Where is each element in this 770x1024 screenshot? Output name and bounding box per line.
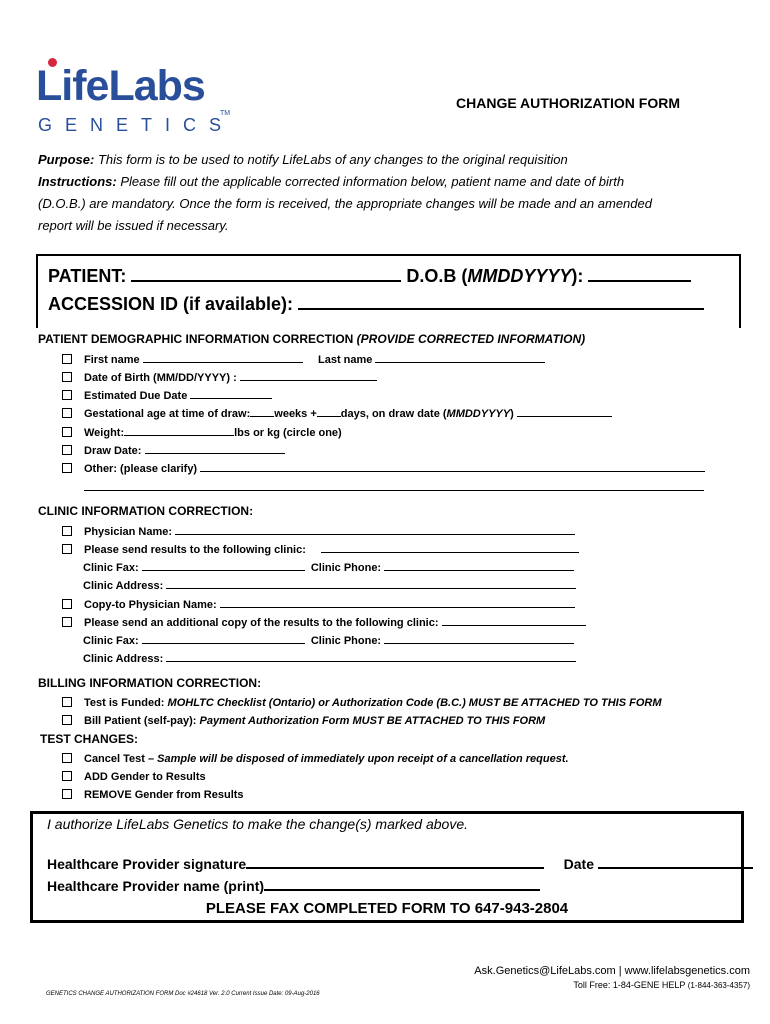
send-results-row xyxy=(62,541,579,557)
add-gender-row xyxy=(62,769,206,785)
clinic-fax-field[interactable] xyxy=(142,559,305,571)
due-date-field[interactable] xyxy=(190,387,272,399)
due-date-label: Estimated Due Date xyxy=(84,390,188,402)
gestational-age-label: Gestational age at time of draw: xyxy=(84,408,251,420)
gestational-draw-date-field[interactable] xyxy=(517,405,612,417)
clinic-address-row-2 xyxy=(83,650,576,666)
weeks-label: weeks + xyxy=(274,408,317,420)
copy-to-label: Copy-to Physician Name: xyxy=(84,599,217,611)
copy-to-field[interactable] xyxy=(220,596,575,608)
dob-row xyxy=(62,369,377,385)
gestational-days-field[interactable] xyxy=(317,405,341,417)
test-funded-checkbox[interactable] xyxy=(62,697,72,707)
bill-patient-row xyxy=(62,713,545,729)
clinic-fax-label-2: Clinic Fax: xyxy=(83,635,139,647)
authorization-box xyxy=(30,811,744,923)
accession-line xyxy=(48,292,704,315)
send-results-label: Please send results to the following clinic: xyxy=(84,544,306,556)
clinic-address-row xyxy=(83,577,576,593)
test-funded-note: MOHLTC Checklist (Ontario) or Authorization Code (B.C.) MUST BE ATTACHED TO THIS FORM xyxy=(167,697,662,709)
cancel-test-note: Sample will be disposed of immediately upon receipt of a cancellation request. xyxy=(157,753,569,765)
instructions-text: Please fill out the applicable corrected information below, patient name and date of birth xyxy=(116,174,625,189)
instructions-line-4: report will be issued if necessary. xyxy=(38,218,229,233)
remove-gender-label: REMOVE Gender from Results xyxy=(84,789,244,801)
contact-email-web: Ask.Genetics@LifeLabs.com | www.lifelabsgenetics.com xyxy=(474,965,750,977)
other-label: Other: (please clarify) xyxy=(84,463,198,475)
provider-name-field[interactable] xyxy=(264,876,540,891)
due-date-row xyxy=(62,387,272,403)
signature-label: Healthcare Provider signature xyxy=(47,856,247,872)
cancel-test-row xyxy=(62,751,569,767)
add-gender-checkbox[interactable] xyxy=(62,771,72,781)
dob-correction-field[interactable] xyxy=(240,369,377,381)
draw-date-label: Draw Date: xyxy=(84,445,142,457)
signature-field[interactable] xyxy=(246,854,544,869)
physician-name-label: Physician Name: xyxy=(84,526,173,538)
days-label: days, on draw date ( xyxy=(340,408,447,420)
weight-label: Weight: xyxy=(84,427,125,439)
cancel-test-checkbox[interactable] xyxy=(62,753,72,763)
instructions-label: Instructions: xyxy=(38,174,117,189)
first-last-name-row xyxy=(62,351,545,367)
draw-date-row xyxy=(62,442,285,458)
other-checkbox[interactable] xyxy=(62,463,72,473)
draw-date-format: MMDDYYYY xyxy=(446,408,511,420)
purpose-label: Purpose: xyxy=(38,152,95,167)
dob-label-end: ): xyxy=(571,266,584,286)
send-results-field[interactable] xyxy=(321,541,579,553)
weight-checkbox[interactable] xyxy=(62,427,72,437)
clinic-fax-field-2[interactable] xyxy=(142,632,305,644)
patient-dob-field[interactable] xyxy=(588,264,691,282)
test-funded-row xyxy=(62,695,662,711)
purpose-text: This form is to be used to notify LifeLabs of any changes to the original requisition xyxy=(94,152,568,167)
dob-format: MMDDYYYY xyxy=(467,266,572,286)
cancel-test-label: Cancel Test – xyxy=(84,753,158,765)
gestational-age-row xyxy=(62,405,612,421)
bill-patient-label: Bill Patient (self-pay): xyxy=(84,715,200,727)
clinic-address-label-2: Clinic Address: xyxy=(83,653,164,665)
toll-free-number: (1-844-363-4357) xyxy=(687,981,750,990)
dob-correction-label: Date of Birth (MM/DD/YYYY) : xyxy=(84,372,237,384)
clinic-address-field[interactable] xyxy=(166,577,576,589)
draw-date-field[interactable] xyxy=(145,442,285,454)
additional-copy-label: Please send an additional copy of the results to the following clinic: xyxy=(84,617,439,629)
remove-gender-row xyxy=(62,787,244,803)
purpose-line xyxy=(38,149,738,171)
physician-name-field[interactable] xyxy=(175,523,575,535)
toll-free-label: Toll Free: 1-84-GENE HELP xyxy=(573,980,686,990)
copy-to-row xyxy=(62,596,575,612)
patient-name-field[interactable] xyxy=(131,264,401,282)
copy-to-checkbox[interactable] xyxy=(62,599,72,609)
weight-units-label: lbs or kg (circle one) xyxy=(234,427,342,439)
dob-label: D.O.B ( xyxy=(406,266,468,286)
clinic-address-label: Clinic Address: xyxy=(83,580,164,592)
additional-copy-field[interactable] xyxy=(442,614,586,626)
dob-checkbox[interactable] xyxy=(62,372,72,382)
clinic-fax-phone-row-2 xyxy=(83,632,574,648)
other-field-line-2[interactable] xyxy=(84,490,704,491)
first-name-field[interactable] xyxy=(143,351,303,363)
add-gender-label: ADD Gender to Results xyxy=(84,771,206,783)
patient-box xyxy=(36,254,741,328)
send-results-checkbox[interactable] xyxy=(62,544,72,554)
date-label: Date xyxy=(563,856,594,872)
remove-gender-checkbox[interactable] xyxy=(62,789,72,799)
test-changes-heading: TEST CHANGES: xyxy=(40,732,139,746)
form-title: CHANGE AUTHORIZATION FORM xyxy=(456,95,680,111)
clinic-heading: CLINIC INFORMATION CORRECTION: xyxy=(38,504,254,518)
physician-name-row xyxy=(62,523,575,539)
clinic-address-field-2[interactable] xyxy=(166,650,576,662)
logo-wordmark: LifeLabs xyxy=(36,62,205,110)
due-date-checkbox[interactable] xyxy=(62,390,72,400)
bill-patient-note: Payment Authorization Form MUST BE ATTACHED TO THIS FORM xyxy=(199,715,546,727)
fax-instruction: PLEASE FAX COMPLETED FORM TO 647-943-2804 xyxy=(205,900,569,917)
signature-row xyxy=(47,854,753,872)
lifelabs-genetics-logo xyxy=(36,55,236,145)
provider-name-label: Healthcare Provider name (print) xyxy=(47,878,265,894)
weight-row xyxy=(62,424,342,440)
toll-free-line xyxy=(573,980,750,990)
accession-id-field[interactable] xyxy=(298,292,704,310)
clinic-phone-label-2: Clinic Phone: xyxy=(310,635,382,647)
provider-name-row xyxy=(47,876,540,894)
patient-label: PATIENT: xyxy=(48,266,127,286)
authorization-statement: I authorize LifeLabs Genetics to make the change(s) marked above. xyxy=(47,816,469,832)
logo-trademark: TM xyxy=(220,110,231,117)
date-field[interactable] xyxy=(598,854,753,869)
clinic-phone-field[interactable] xyxy=(384,559,574,571)
gestational-age-checkbox[interactable] xyxy=(62,408,72,418)
footer-document-info: GENETICS CHANGE AUTHORIZATION FORM Doc #24618 Ver. 2.0 Current Issue Date: 09-Aug-2016 xyxy=(46,991,320,997)
patient-dob-line xyxy=(48,264,691,287)
other-row xyxy=(62,460,705,476)
accession-label: ACCESSION ID (if available): xyxy=(48,294,294,314)
draw-date-checkbox[interactable] xyxy=(62,445,72,455)
additional-copy-row xyxy=(62,614,586,630)
first-name-checkbox[interactable] xyxy=(62,354,72,364)
physician-name-checkbox[interactable] xyxy=(62,526,72,536)
clinic-phone-field-2[interactable] xyxy=(384,632,574,644)
weight-field[interactable] xyxy=(124,424,234,436)
clinic-fax-phone-row xyxy=(83,559,574,575)
demographic-heading xyxy=(38,332,585,346)
first-name-label: First name xyxy=(84,354,140,366)
bill-patient-checkbox[interactable] xyxy=(62,715,72,725)
additional-copy-checkbox[interactable] xyxy=(62,617,72,627)
instructions-line xyxy=(38,171,738,193)
test-funded-label: Test is Funded: xyxy=(84,697,168,709)
last-name-label: Last name xyxy=(317,354,373,366)
demographic-heading-text: PATIENT DEMOGRAPHIC INFORMATION CORRECTION xyxy=(38,332,354,346)
instructions-line-3: (D.O.B.) are mandatory. Once the form is received, the appropriate changes will be made and an amended xyxy=(38,196,652,211)
last-name-field[interactable] xyxy=(375,351,545,363)
logo-subtitle: GENETICS xyxy=(38,115,235,135)
clinic-fax-label: Clinic Fax: xyxy=(83,562,139,574)
clinic-phone-label: Clinic Phone: xyxy=(310,562,382,574)
billing-heading: BILLING INFORMATION CORRECTION: xyxy=(38,676,262,690)
demographic-heading-note: (PROVIDE CORRECTED INFORMATION) xyxy=(356,332,586,346)
other-field[interactable] xyxy=(200,460,705,472)
draw-date-format-end: ) xyxy=(510,408,514,420)
gestational-weeks-field[interactable] xyxy=(250,405,274,417)
